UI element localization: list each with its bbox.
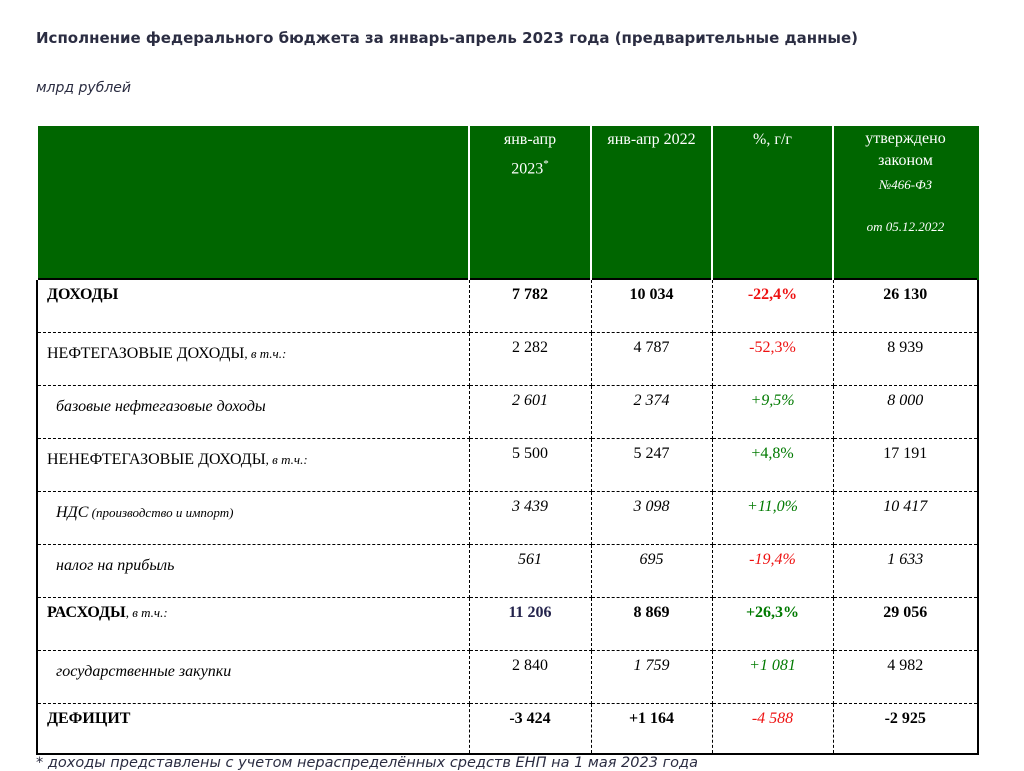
row-label-text: РАСХОДЫ	[47, 603, 126, 621]
budget-table	[36, 126, 979, 755]
cell-law: 8 000	[833, 385, 978, 438]
header-col-2023-line1: янв-апр	[503, 131, 557, 148]
header-col-2023	[469, 126, 591, 279]
table-header-row	[37, 126, 978, 279]
cell-2022: 3 098	[591, 491, 712, 544]
row-label	[37, 279, 469, 332]
table-row	[37, 385, 978, 438]
row-label	[37, 650, 469, 703]
footnote: * доходы представлены с учетом нераспределённых средств ЕНП на 1 мая 2023 года	[36, 755, 698, 771]
cell-2023: 3 439	[469, 491, 591, 544]
table-row	[37, 597, 978, 650]
cell-2022: 1 759	[591, 650, 712, 703]
cell-law: 8 939	[833, 332, 978, 385]
cell-2022: 2 374	[591, 385, 712, 438]
cell-2023: 2 840	[469, 650, 591, 703]
row-label-text: НЕНЕФТЕГАЗОВЫЕ ДОХОДЫ	[47, 450, 266, 468]
header-col-law-line1: утверждено	[865, 130, 946, 147]
cell-law: 1 633	[833, 544, 978, 597]
row-label	[37, 332, 469, 385]
row-label-text: НЕФТЕГАЗОВЫЕ ДОХОДЫ	[47, 344, 245, 362]
table-row	[37, 491, 978, 544]
cell-2022: 4 787	[591, 332, 712, 385]
table-row	[37, 438, 978, 491]
header-col-2022: янв-апр 2022	[591, 126, 712, 279]
row-label-text: ДЕФИЦИТ	[47, 709, 131, 727]
table-row	[37, 332, 978, 385]
row-label-text: налог на прибыль	[56, 556, 175, 574]
cell-2023: 7 782	[469, 279, 591, 332]
unit-label: млрд рублей	[36, 80, 131, 96]
cell-law: 17 191	[833, 438, 978, 491]
cell-pct: +11,0%	[712, 491, 833, 544]
cell-pct: -52,3%	[712, 332, 833, 385]
row-label-suffix: , в т.ч.:	[125, 604, 168, 620]
row-label-suffix: , в т.ч.:	[265, 451, 308, 467]
cell-2022: 8 869	[591, 597, 712, 650]
row-label-text: НДС	[56, 503, 89, 521]
cell-pct: -19,4%	[712, 544, 833, 597]
row-label	[37, 385, 469, 438]
cell-2023: -3 424	[469, 703, 591, 754]
row-label	[37, 491, 469, 544]
cell-2023: 11 206	[469, 597, 591, 650]
row-label-suffix: , в т.ч.:	[244, 345, 287, 361]
cell-2022: 5 247	[591, 438, 712, 491]
cell-2023: 561	[469, 544, 591, 597]
cell-pct: -22,4%	[712, 279, 833, 332]
row-label-text: ДОХОДЫ	[47, 286, 119, 303]
row-label	[37, 438, 469, 491]
cell-pct: -4 588	[712, 703, 833, 754]
row-label	[37, 544, 469, 597]
header-col-law-line2: законом	[878, 152, 933, 169]
table-row	[37, 279, 978, 332]
table-row	[37, 544, 978, 597]
cell-law: 29 056	[833, 597, 978, 650]
header-col-pct: %, г/г	[712, 126, 833, 279]
cell-pct: +9,5%	[712, 385, 833, 438]
footnote-mark: *	[543, 158, 549, 170]
table-row	[37, 703, 978, 754]
header-label-cell	[37, 126, 469, 279]
cell-law: 10 417	[833, 491, 978, 544]
cell-pct: +26,3%	[712, 597, 833, 650]
header-col-law-number: №466-ФЗ	[879, 177, 932, 192]
row-label-text: базовые нефтегазовые доходы	[56, 397, 266, 415]
cell-2022: 695	[591, 544, 712, 597]
cell-2022: 10 034	[591, 279, 712, 332]
cell-pct: +4,8%	[712, 438, 833, 491]
row-label-text: государственные закупки	[56, 662, 232, 680]
cell-2023: 2 601	[469, 385, 591, 438]
row-label	[37, 597, 469, 650]
cell-law: 4 982	[833, 650, 978, 703]
row-label-suffix: (производство и импорт)	[88, 504, 234, 520]
table-row	[37, 650, 978, 703]
header-col-law	[833, 126, 978, 279]
cell-2022: +1 164	[591, 703, 712, 754]
header-col-2023-line2: 2023	[511, 160, 544, 178]
page-title: Исполнение федерального бюджета за январь-апрель 2023 года (предварительные данные)	[36, 29, 859, 47]
cell-pct: +1 081	[712, 650, 833, 703]
cell-2023: 2 282	[469, 332, 591, 385]
cell-law: -2 925	[833, 703, 978, 754]
header-col-law-date: от 05.12.2022	[866, 219, 945, 234]
cell-2023: 5 500	[469, 438, 591, 491]
cell-law: 26 130	[833, 279, 978, 332]
row-label	[37, 703, 469, 754]
